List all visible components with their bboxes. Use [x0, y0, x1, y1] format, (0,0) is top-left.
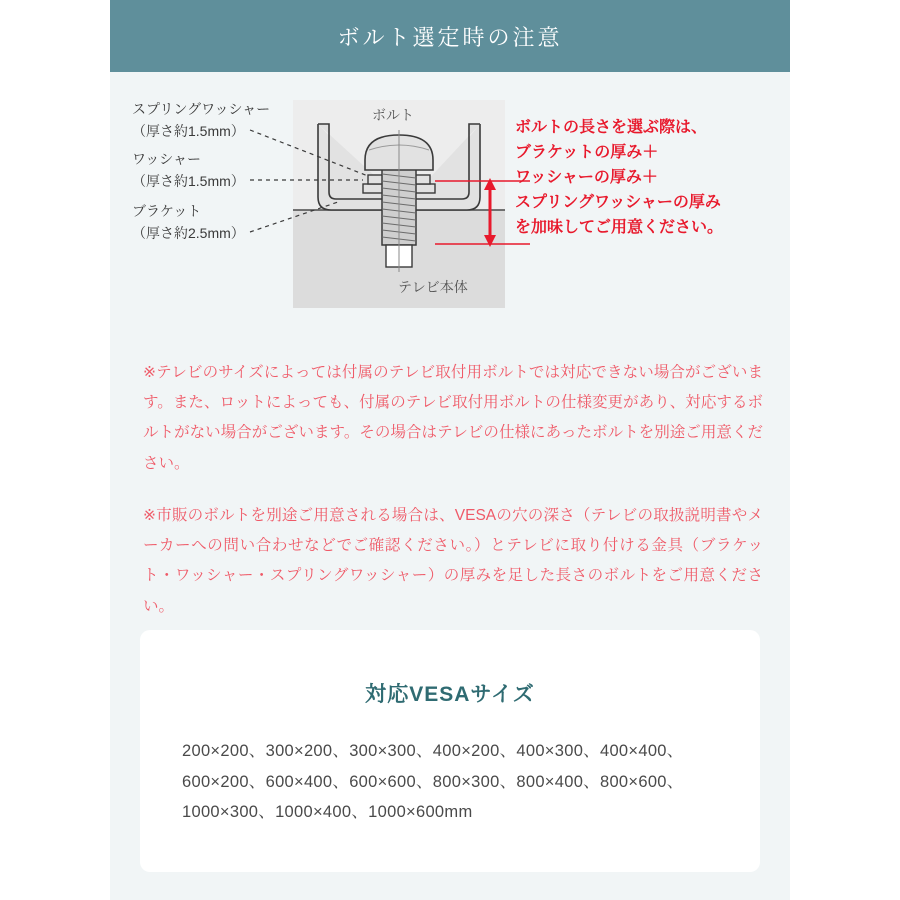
notes-section — [143, 358, 763, 644]
svg-text:ワッシャーの厚み＋: ワッシャーの厚み＋ — [515, 169, 658, 186]
section-header — [110, 0, 790, 72]
svg-text:スプリングワッシャーの厚み: スプリングワッシャーの厚み — [515, 194, 721, 211]
svg-text:ボルトの長さを選ぶ際は、: ボルトの長さを選ぶ際は、 — [515, 119, 708, 136]
svg-text:ブラケットの厚み＋: ブラケットの厚み＋ — [515, 144, 659, 161]
vesa-size-card — [140, 630, 760, 872]
page-title: ボルト選定時の注意 — [337, 24, 563, 50]
callout-text — [515, 117, 723, 236]
content-panel — [110, 0, 790, 900]
svg-text:を加味してご用意ください。: を加味してご用意ください。 — [515, 219, 724, 236]
vesa-size-list: 200×200、300×200、300×300、400×200、400×300、400×400、600×200、600×400、600×600、800×300、800×400、800×600、1000×300、1000×400、1000×600mm — [182, 742, 684, 822]
label-bracket: ブラケット — [132, 203, 202, 219]
bolt-diagram — [110, 72, 790, 332]
label-spring-washer: スプリングワッシャー — [132, 101, 271, 117]
label-washer-thickness: （厚さ約1.5mm） — [132, 173, 245, 189]
vesa-card-title: 対応VESAサイズ — [365, 683, 535, 706]
label-washer: ワッシャー — [132, 151, 202, 167]
label-bracket-thickness: （厚さ約2.5mm） — [132, 225, 245, 241]
note-item-1: ※テレビのサイズによっては付属のテレビ取付用ボルトでは対応できない場合がございます。また、ロットによっても、付属のテレビ取付用ボルトの仕様変更があり、対応するボルトがない場合がございます。その場合はテレビの仕様にあったボルトを別途ご用意ください。 — [143, 364, 763, 472]
note-item-2: ※市販のボルトを別途ご用意される場合は、VESAの穴の深さ（テレビの取扱説明書やメーカーへの問い合わせなどでご確認ください。）とテレビに取り付ける金具（ブラケット・ワッシャー・スプリングワッシャー）の厚みを足した長さのボルトをご用意ください。 — [143, 506, 763, 615]
label-spring-washer-thickness: （厚さ約1.5mm） — [132, 123, 245, 139]
label-bolt: ボルト — [372, 107, 414, 123]
label-tv-body: テレビ本体 — [398, 279, 468, 295]
